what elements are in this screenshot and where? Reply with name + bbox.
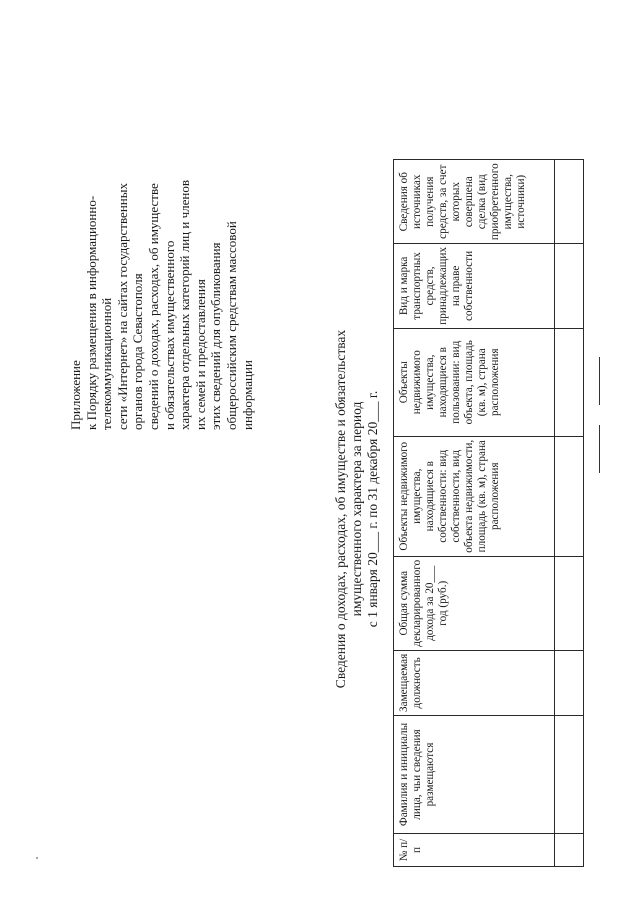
table-cell xyxy=(555,834,584,867)
header-full-name: Фамилия и инициалы лица, чьи сведения размещаются xyxy=(394,716,555,834)
table-cell xyxy=(555,244,584,329)
table-cell xyxy=(555,160,584,244)
table-header-row xyxy=(394,160,555,867)
header-owned-property: Объекты недвижимого имущества, находящиеся в собственности: вид собственности, вид объекта недвижимости, площадь (кв. м), страна расположения xyxy=(394,436,555,556)
table-cell xyxy=(555,716,584,834)
signature-line xyxy=(599,357,600,405)
header-vehicles: Вид и марка транспортных средств, принадлежащих на праве собственности xyxy=(394,244,555,329)
table-cell xyxy=(555,556,584,650)
disclosure-table xyxy=(393,159,584,867)
appendix-line: Приложение xyxy=(68,360,83,430)
signature-line xyxy=(599,425,600,473)
document-title xyxy=(333,319,381,699)
appendix-line: общероссийским средствам массовой xyxy=(223,221,239,430)
appendix-line: этих сведений для опубликования xyxy=(208,242,224,430)
header-number: № п/п xyxy=(394,834,555,867)
header-income: Общая сумма декларированного дохода за 20___ год (руб.) xyxy=(394,556,555,650)
appendix-line: сведений о доходах, расходах, об имуществе xyxy=(145,183,161,430)
table-row xyxy=(555,160,584,867)
scan-speck xyxy=(36,857,38,859)
appendix-block xyxy=(68,30,255,430)
table-cell xyxy=(555,328,584,436)
appendix-line: к Порядку размещения в информационно- xyxy=(83,195,99,430)
appendix-line: сети «Интернет» на сайтах государственных xyxy=(114,183,130,430)
table-cell xyxy=(555,436,584,556)
header-position: Замещаемая должность xyxy=(394,650,555,715)
header-used-property: Объекты недвижимого имущества, находящиеся в пользовании: вид объекта, площадь (кв. м), страна расположения xyxy=(394,328,555,436)
appendix-line: и обязательствах имущественного xyxy=(161,240,177,430)
table-cell xyxy=(555,650,584,715)
appendix-line: органов города Севастополя xyxy=(130,273,146,430)
header-funding-sources: Сведения об источниках получения средств, за счет которых совершена сделка (вид приобретенного имущества, источники) xyxy=(394,160,555,244)
appendix-line: телекоммуникационной xyxy=(99,297,115,430)
title-line-1: Сведения о доходах, расходах, об имуществе и обязательствах xyxy=(333,329,348,689)
title-line-2: имущественного характера за период xyxy=(349,401,364,617)
appendix-line: их семей и предоставления xyxy=(192,279,208,430)
title-line-3: с 1 января 20___ г. по 31 декабря 20___ г. xyxy=(365,390,380,628)
appendix-line: информации xyxy=(239,360,255,430)
appendix-line: характера отдельных категорий лиц и членов xyxy=(177,180,193,430)
